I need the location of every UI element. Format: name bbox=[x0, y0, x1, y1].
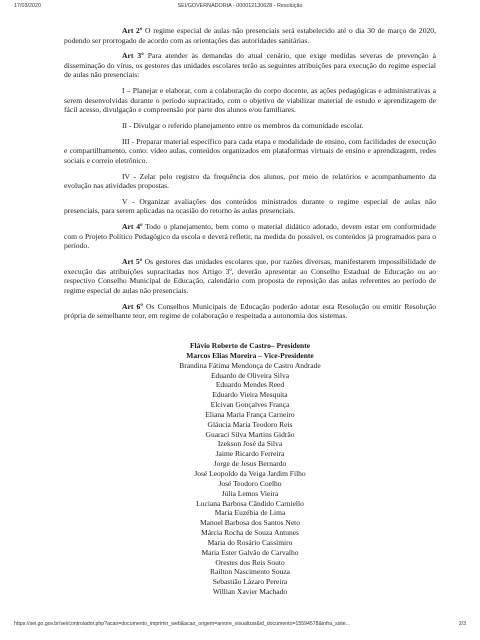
signatories bbox=[64, 341, 436, 597]
member-name: Maria do Rosário Cassimiro bbox=[207, 537, 293, 547]
article-label: Art 2º bbox=[122, 26, 143, 35]
member-name: Maria Ester Galvão de Carvalho bbox=[201, 547, 299, 557]
member-name: Luciana Barbosa Cândido Carniello bbox=[196, 498, 304, 508]
item-ii bbox=[64, 121, 436, 131]
article-text: Os gestores das unidades escolares que, por razões diversas, manifestarem impossibilidade de execução das atribuições supracitadas nos Artigo 3º, deverão apresentar ao Conselho Estadual de Educação ou ao respectivo Conselho Municipal de Educação, calendário com proposta de reposição das aulas referentes ao período de regime especial de aulas não presenciais. bbox=[64, 257, 436, 295]
page-number: 2/3 bbox=[458, 621, 466, 627]
member-name: Izekson José da Silva bbox=[217, 439, 283, 449]
member-name: Júlia Lemos Vieira bbox=[221, 488, 279, 498]
item-i bbox=[64, 86, 436, 115]
member-name: Manoel Barbosa dos Santos Neto bbox=[200, 518, 300, 528]
member-name: José Leopoldo da Veiga Jardim Filho bbox=[194, 468, 306, 478]
item-v bbox=[64, 197, 436, 216]
article-3 bbox=[64, 51, 436, 80]
member-name: Maria Euzébia de Lima bbox=[214, 508, 286, 518]
vice-president-name: Marcos Elias Moreira – Vice-Presidente bbox=[186, 350, 314, 360]
item-text: I – Planejar e elaborar, com a colaboração do corpo docente, as ações pedagógicas e administrativas a serem desenvolvidas durante o período supracitado, com o objetivo de viabilizar material de estudo e aprendizagem de fácil acesso, divulgação e compreensão por parte dos alunos e/ou familiares. bbox=[64, 86, 436, 115]
article-text: Para atender às demandas do atual cenário, que exige medidas severas de prevenção à disseminação do vírus, os gestores das unidades escolares terão as seguintes atribuições para execução do regime especial de aulas não presenciais: bbox=[64, 51, 436, 80]
member-name: Brandina Fátima Mendonça de Castro Andrade bbox=[179, 360, 321, 370]
article-5 bbox=[64, 257, 436, 295]
member-name: Willian Xavier Machado bbox=[212, 587, 288, 597]
resolution-body bbox=[64, 26, 436, 327]
print-header bbox=[14, 3, 466, 12]
member-name: Orestes dos Reis Souto bbox=[215, 557, 285, 567]
document-url[interactable]: https://sei.go.gov.br/sei/controlador.php?acao=documento_imprimir_web&acao_origem=arvore_visualizar&id_documento=15594578&infra_siste... bbox=[14, 621, 350, 627]
article-text: O regime especial de aulas não presenciais será estabelecido até o dia 30 de março de 2020, podendo ser prorrogado de acordo com as orientações das autoridades sanitárias. bbox=[64, 26, 436, 45]
article-4 bbox=[64, 222, 436, 251]
member-name: Márcia Rocha de Souza Antunes bbox=[201, 528, 299, 538]
print-footer bbox=[14, 621, 466, 630]
item-iii bbox=[64, 137, 436, 166]
member-name: Elcivan Gonçalves França bbox=[210, 400, 290, 410]
member-name: Jaime Ricardo Ferreira bbox=[215, 449, 285, 459]
article-label: Art 3º bbox=[122, 51, 144, 61]
document-title: SEI/GOVERNADORIA - 000012130628 - Resolução bbox=[177, 3, 303, 9]
item-text: III - Preparar material específico para cada etapa e modalidade de ensino, com facilidades de execução e compartilhamento, como: vídeo aulas, conteúdos organizados em plataformas virtuais de ensino e aprendizagem, redes sociais e correio eletrônico. bbox=[64, 136, 436, 165]
item-iv bbox=[64, 172, 436, 191]
member-name: Eduardo Mendes Reed bbox=[215, 380, 285, 390]
article-text: Os Conselhos Municipais de Educação poderão adotar esta Resolução ou emitir Resolução própria de semelhante teor, em regime de colaboração e respeitada a autonomia dos sistemas. bbox=[64, 301, 436, 321]
item-text: V - Organizar avaliações dos conteúdos ministrados durante o regime especial de aulas não presenciais, para serem aplicadas na ocasião do retorno às aulas presenciais. bbox=[64, 196, 436, 216]
member-name: Eduardo de Oliveira Silva bbox=[210, 370, 290, 380]
member-name: Railton Nascimento Souza bbox=[210, 567, 290, 577]
article-label: Art 4º bbox=[122, 222, 143, 232]
member-name: José Teodoro Coelho bbox=[218, 478, 282, 488]
article-2 bbox=[64, 26, 436, 45]
member-name: Sebastião Lázaro Pereira bbox=[212, 577, 288, 587]
print-date: 17/03/2020 bbox=[14, 3, 41, 9]
item-text: II - Divulgar o referido planejamento entre os membros da comunidade escolar. bbox=[122, 121, 364, 131]
member-name: Jorge de Jesus Bernardo bbox=[213, 459, 287, 469]
article-label: Art 6º bbox=[122, 301, 143, 311]
article-label: Art 5º bbox=[122, 257, 143, 267]
member-name: Gláucia Maria Teodoro Reis bbox=[207, 419, 293, 429]
member-name: Guaraci Silva Martins Gidrão bbox=[205, 429, 295, 439]
member-name: Eduardo Vieira Mesquita bbox=[212, 390, 288, 400]
president-name: Flávio Roberto de Castro– Presidente bbox=[189, 341, 311, 350]
item-text: IV - Zelar pelo registro da frequência dos alunos, por meio de relatórios e acompanhamento da evolução nas atividades propostas. bbox=[64, 171, 436, 191]
article-6 bbox=[64, 302, 436, 321]
member-name: Eliana Maria França Carneiro bbox=[205, 409, 295, 419]
article-text: Todo o planejamento, bem como o material didático adotado, devem estar em conformidade com o Projeto Político Pedagógico da escola e deverá refletir, na medida do possível, os conteúdos já programados para o período. bbox=[64, 222, 436, 251]
